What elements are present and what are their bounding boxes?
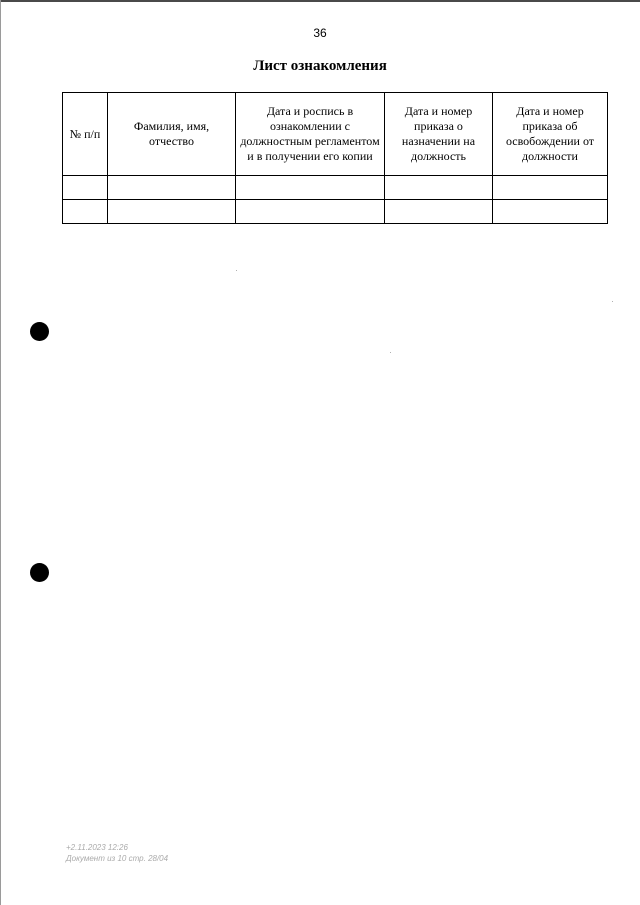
table-cell[interactable] bbox=[385, 176, 493, 200]
scan-speck bbox=[390, 352, 391, 353]
table-cell[interactable] bbox=[236, 200, 385, 224]
page-edge-left bbox=[0, 0, 1, 905]
column-header-full-name: Фамилия, имя, отчество bbox=[108, 93, 236, 176]
table-header-row bbox=[63, 93, 608, 176]
table-cell[interactable] bbox=[63, 176, 108, 200]
column-header-appointment-order: Дата и номер приказа о назначении на должность bbox=[385, 93, 493, 176]
punch-hole-upper bbox=[30, 322, 49, 341]
table-cell[interactable] bbox=[63, 200, 108, 224]
acknowledgement-table bbox=[62, 92, 608, 224]
column-header-signature-date: Дата и роспись в ознакомлении с должностным регламентом и в получении его копии bbox=[236, 93, 385, 176]
scan-stamp-line-2: Документ из 10 стр. 28/04 bbox=[66, 854, 169, 863]
scan-speck bbox=[612, 301, 613, 302]
table-cell[interactable] bbox=[108, 200, 236, 224]
table-row bbox=[63, 176, 608, 200]
scan-speck bbox=[236, 270, 237, 271]
table-cell[interactable] bbox=[493, 176, 608, 200]
page-title: Лист ознакомления bbox=[253, 58, 387, 74]
table-cell[interactable] bbox=[108, 176, 236, 200]
table-cell[interactable] bbox=[493, 200, 608, 224]
punch-hole-lower bbox=[30, 563, 49, 582]
column-header-dismissal-order: Дата и номер приказа об освобождении от должности bbox=[493, 93, 608, 176]
table-cell[interactable] bbox=[385, 200, 493, 224]
column-header-number: № п/п bbox=[63, 93, 108, 176]
table-row bbox=[63, 200, 608, 224]
page-edge-top bbox=[0, 0, 640, 2]
table-cell[interactable] bbox=[236, 176, 385, 200]
page-number: 36 bbox=[313, 26, 327, 40]
scan-stamp-line-1: +2.11.2023 12:26 bbox=[66, 843, 128, 852]
